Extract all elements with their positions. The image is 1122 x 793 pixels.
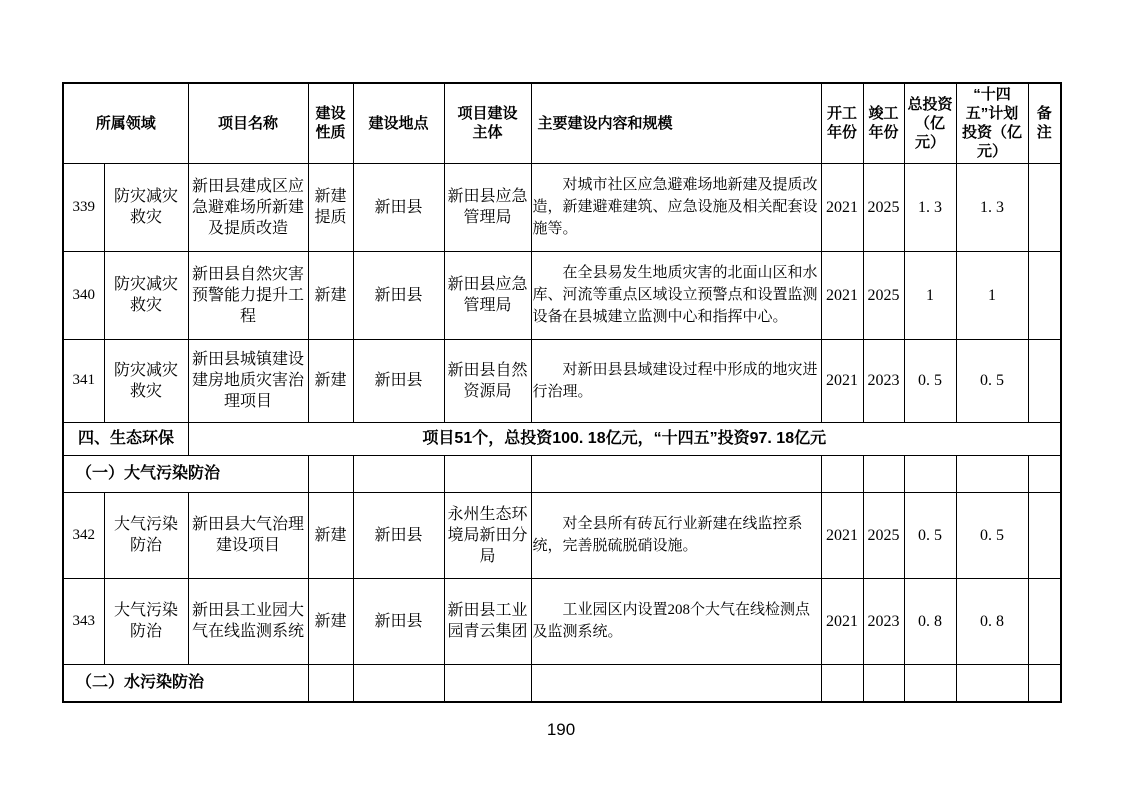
project-row-339 xyxy=(63,163,1061,251)
project-row-342 xyxy=(63,492,1061,578)
domain-cell: 大气污染防治 xyxy=(104,578,188,664)
end-year-cell: 2023 xyxy=(863,578,904,664)
header-plan-investment: “十四五”计划投资（亿元） xyxy=(956,83,1028,163)
section-label: 四、生态环保 xyxy=(63,422,188,455)
section-summary: 项目51个，总投资100. 18亿元，“十四五”投资97. 18亿元 xyxy=(188,422,1061,455)
header-start-year: 开工年份 xyxy=(821,83,863,163)
nature-cell: 新建 xyxy=(308,492,353,578)
start-year-cell: 2021 xyxy=(821,492,863,578)
end-year-cell: 2025 xyxy=(863,251,904,339)
empty-cell xyxy=(904,664,956,702)
empty-cell xyxy=(1028,455,1061,492)
empty-cell xyxy=(308,664,353,702)
content-cell: 在全县易发生地质灾害的北面山区和水库、河流等重点区域设立预警点和设置监测设备在县城建立监测中心和指挥中心。 xyxy=(531,251,821,339)
start-year-cell: 2021 xyxy=(821,339,863,422)
header-location: 建设地点 xyxy=(353,83,444,163)
location-cell: 新田县 xyxy=(353,251,444,339)
project-name-cell: 新田县大气治理建设项目 xyxy=(188,492,308,578)
project-row-343 xyxy=(63,578,1061,664)
location-cell: 新田县 xyxy=(353,492,444,578)
entity-cell: 新田县应急管理局 xyxy=(444,251,531,339)
project-name-cell: 新田县城镇建设建房地质灾害治理项目 xyxy=(188,339,308,422)
header-project-name: 项目名称 xyxy=(188,83,308,163)
row-number: 339 xyxy=(63,163,104,251)
empty-cell xyxy=(863,664,904,702)
subsection-label: （二）水污染防治 xyxy=(63,664,308,702)
empty-cell xyxy=(444,455,531,492)
total-investment-cell: 0. 5 xyxy=(904,339,956,422)
remark-cell xyxy=(1028,251,1061,339)
total-investment-cell: 0. 5 xyxy=(904,492,956,578)
empty-cell xyxy=(531,664,821,702)
header-remark: 备注 xyxy=(1028,83,1061,163)
table-header-row xyxy=(63,83,1061,163)
row-number: 343 xyxy=(63,578,104,664)
start-year-cell: 2021 xyxy=(821,163,863,251)
domain-cell: 防灾减灾救灾 xyxy=(104,339,188,422)
remark-cell xyxy=(1028,578,1061,664)
location-cell: 新田县 xyxy=(353,339,444,422)
subsection-row-water xyxy=(63,664,1061,702)
location-cell: 新田县 xyxy=(353,578,444,664)
nature-cell: 新建 xyxy=(308,251,353,339)
header-content: 主要建设内容和规模 xyxy=(531,83,821,163)
empty-cell xyxy=(444,664,531,702)
row-number: 340 xyxy=(63,251,104,339)
remark-cell xyxy=(1028,492,1061,578)
content-cell: 对城市社区应急避难场地新建及提质改造，新建避难建筑、应急设施及相关配套设施等。 xyxy=(531,163,821,251)
domain-cell: 防灾减灾救灾 xyxy=(104,163,188,251)
end-year-cell: 2025 xyxy=(863,163,904,251)
header-domain: 所属领域 xyxy=(63,83,188,163)
start-year-cell: 2021 xyxy=(821,578,863,664)
entity-cell: 新田县应急管理局 xyxy=(444,163,531,251)
empty-cell xyxy=(863,455,904,492)
remark-cell xyxy=(1028,339,1061,422)
plan-investment-cell: 0. 8 xyxy=(956,578,1028,664)
empty-cell xyxy=(308,455,353,492)
empty-cell xyxy=(956,664,1028,702)
header-end-year: 竣工年份 xyxy=(863,83,904,163)
project-name-cell: 新田县建成区应急避难场所新建及提质改造 xyxy=(188,163,308,251)
end-year-cell: 2025 xyxy=(863,492,904,578)
location-cell: 新田县 xyxy=(353,163,444,251)
page-number: 190 xyxy=(546,720,576,739)
subsection-label: （一）大气污染防治 xyxy=(63,455,308,492)
empty-cell xyxy=(531,455,821,492)
empty-cell xyxy=(821,455,863,492)
empty-cell xyxy=(821,664,863,702)
start-year-cell: 2021 xyxy=(821,251,863,339)
entity-cell: 永州生态环境局新田分局 xyxy=(444,492,531,578)
total-investment-cell: 0. 8 xyxy=(904,578,956,664)
project-name-cell: 新田县自然灾害预警能力提升工程 xyxy=(188,251,308,339)
content-cell: 工业园区内设置208个大气在线检测点及监测系统。 xyxy=(531,578,821,664)
nature-cell: 新建提质 xyxy=(308,163,353,251)
empty-cell xyxy=(353,455,444,492)
header-entity: 项目建设主体 xyxy=(444,83,531,163)
end-year-cell: 2023 xyxy=(863,339,904,422)
header-nature: 建设性质 xyxy=(308,83,353,163)
empty-cell xyxy=(353,664,444,702)
nature-cell: 新建 xyxy=(308,578,353,664)
row-number: 342 xyxy=(63,492,104,578)
plan-investment-cell: 0. 5 xyxy=(956,339,1028,422)
content-cell: 对新田县县域建设过程中形成的地灾进行治理。 xyxy=(531,339,821,422)
project-row-340 xyxy=(63,251,1061,339)
total-investment-cell: 1 xyxy=(904,251,956,339)
content-cell: 对全县所有砖瓦行业新建在线监控系统，完善脱硫脱硝设施。 xyxy=(531,492,821,578)
domain-cell: 大气污染防治 xyxy=(104,492,188,578)
project-row-341 xyxy=(63,339,1061,422)
remark-cell xyxy=(1028,163,1061,251)
row-number: 341 xyxy=(63,339,104,422)
subsection-row-air xyxy=(63,455,1061,492)
total-investment-cell: 1. 3 xyxy=(904,163,956,251)
empty-cell xyxy=(904,455,956,492)
projects-table xyxy=(62,82,1062,703)
header-total-investment: 总投资（亿元） xyxy=(904,83,956,163)
entity-cell: 新田县自然资源局 xyxy=(444,339,531,422)
empty-cell xyxy=(956,455,1028,492)
plan-investment-cell: 1. 3 xyxy=(956,163,1028,251)
nature-cell: 新建 xyxy=(308,339,353,422)
plan-investment-cell: 0. 5 xyxy=(956,492,1028,578)
project-name-cell: 新田县工业园大气在线监测系统 xyxy=(188,578,308,664)
domain-cell: 防灾减灾救灾 xyxy=(104,251,188,339)
section-row-ecology xyxy=(63,422,1061,455)
entity-cell: 新田县工业园青云集团 xyxy=(444,578,531,664)
empty-cell xyxy=(1028,664,1061,702)
plan-investment-cell: 1 xyxy=(956,251,1028,339)
